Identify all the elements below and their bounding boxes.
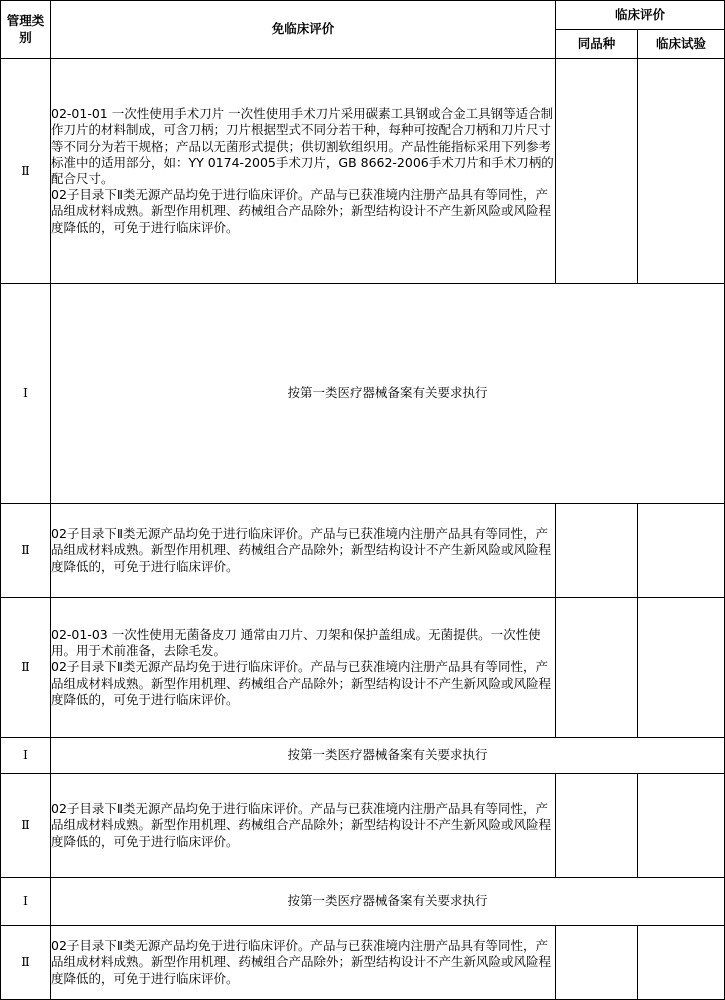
table-row [1,738,725,774]
category-cell: Ⅱ [1,598,51,738]
header-clinical-eval [556,1,725,30]
category-cell: Ⅰ [1,878,51,926]
same-variety-cell [556,774,638,878]
description-paragraph: 02子目录下Ⅱ类无源产品均免于进行临床评价。产品与已获准境内注册产品具有等同性，产品组成材料成熟。新型作用机理、药械组合产品除外；新型结构设计不产生新风险或风险程度降低的，可免于进行临床评价。 [51,801,552,849]
table-row [1,59,725,284]
header-same-variety-label: 同品种 [577,35,616,51]
header-exempt-label: 免临床评价 [271,21,335,37]
description-paragraph: 02子目录下Ⅱ类无源产品均免于进行临床评价。产品与已获准境内注册产品具有等同性，产品组成材料成熟。新型作用机理、药械组合产品除外；新型结构设计不产生新风险或风险程度降低的，可免于进行临床评价。 [51,659,552,707]
exempt-description-cell [51,598,556,738]
description-paragraph: 02子目录下Ⅱ类无源产品均免于进行临床评价。产品与已获准境内注册产品具有等同性，产品组成材料成熟。新型作用机理、药械组合产品除外；新型结构设计不产生新风险或风险程度降低的，可免于进行临床评价。 [51,938,552,986]
same-variety-cell [556,598,638,738]
category-cell: Ⅰ [1,284,51,504]
header-clinical-trial-label: 临床试验 [656,35,707,51]
header-clinical-eval-label: 临床评价 [615,6,666,22]
exempt-description-cell [51,926,556,1000]
header-exempt [51,1,556,59]
description-paragraph: 02子目录下Ⅱ类无源产品均免于进行临床评价。产品与已获准境内注册产品具有等同性，产品组成材料成熟。新型作用机理、药械组合产品除外；新型结构设计不产生新风险或风险程度降低的，可免于进行临床评价。 [51,526,552,574]
category-cell: Ⅱ [1,926,51,1000]
filing-note-cell: 按第一类医疗器械备案有关要求执行 [51,738,725,774]
clinical-trial-cell [638,59,725,284]
header-same-variety [556,30,638,59]
category-cell: Ⅱ [1,504,51,598]
table-row [1,598,725,738]
table-row [1,774,725,878]
category-cell: Ⅱ [1,59,51,284]
exempt-description-cell [51,59,556,284]
category-cell: Ⅱ [1,774,51,878]
exempt-description-cell [51,774,556,878]
exempt-description-cell [51,504,556,598]
filing-note-cell: 按第一类医疗器械备案有关要求执行 [51,284,725,504]
filing-note-cell: 按第一类医疗器械备案有关要求执行 [51,878,725,926]
same-variety-cell [556,59,638,284]
same-variety-cell [556,926,638,1000]
clinical-trial-cell [638,926,725,1000]
table-row [1,504,725,598]
clinical-trial-cell [638,774,725,878]
description-paragraph: 02子目录下Ⅱ类无源产品均免于进行临床评价。产品与已获准境内注册产品具有等同性，产品组成材料成熟。新型作用机理、药械组合产品除外；新型结构设计不产生新风险或风险程度降低的，可免于进行临床评价。 [51,187,552,235]
table-row [1,284,725,504]
category-cell: Ⅰ [1,738,51,774]
header-category [1,1,51,59]
header-category-label: 管理类别 [6,13,45,45]
clinical-trial-cell [638,504,725,598]
description-paragraph: 02-01-03 一次性使用无菌备皮刀 通常由刀片、刀架和保护盖组成。无菌提供。一次性使用。用于术前准备，去除毛发。 [51,626,541,659]
table-row [1,878,725,926]
same-variety-cell [556,504,638,598]
description-paragraph: 02-01-01 一次性使用手术刀片 一次性使用手术刀片采用碳素工具钢或合金工具钢等适合制作刀片的材料制成，可含刀柄；刀片根据型式不同分若干种，每种可按配合刀柄和刀片尺寸等不同分为若干规格；产品以无菌形式提供；供切割软组织用。产品性能指标采用下列参考标准中的适用部分，如：YY 0174-2005手术刀片，GB 8662-2006手术刀片和手术刀柄的配合尺寸。 [51,106,554,186]
table-row [1,926,725,1000]
header-clinical-trial [638,30,725,59]
clinical-trial-cell [638,598,725,738]
